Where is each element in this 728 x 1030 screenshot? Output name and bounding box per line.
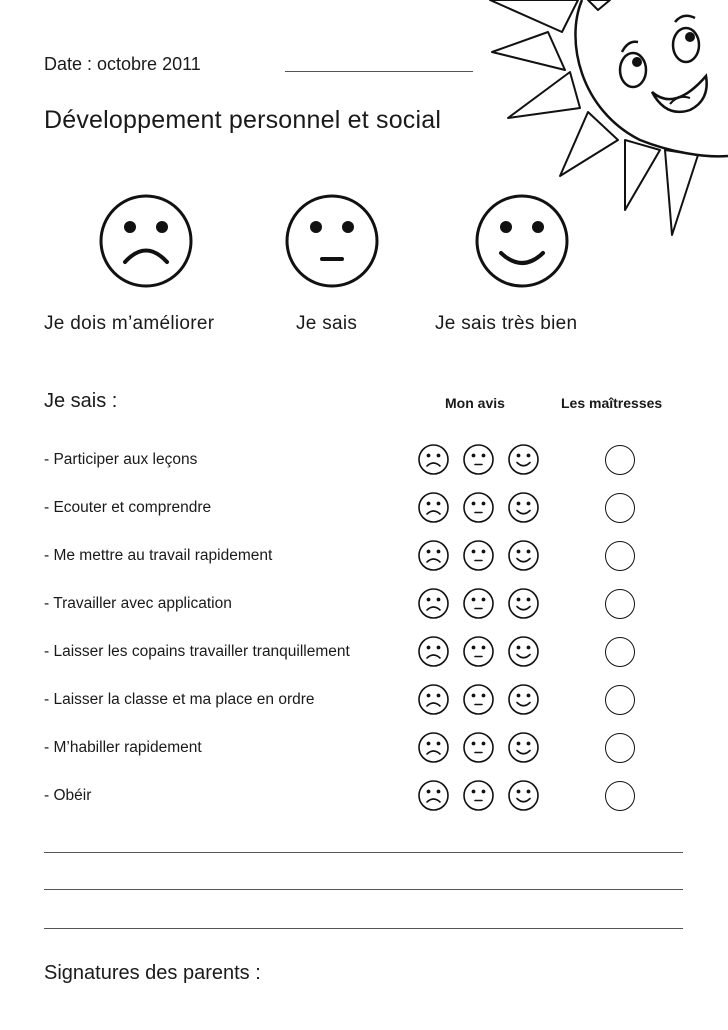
sad-face-icon[interactable] [417, 491, 450, 524]
writing-line [44, 889, 683, 890]
criterion-label: - Obéir [44, 787, 92, 804]
writing-line [44, 852, 683, 853]
neutral-face-icon[interactable] [462, 731, 495, 764]
neutral-face-icon[interactable] [462, 779, 495, 812]
teacher-rating-circle[interactable] [605, 637, 635, 667]
self-assessment-faces [417, 731, 541, 767]
happy-face-icon[interactable] [507, 587, 540, 620]
writing-line [44, 928, 683, 929]
date-underline [285, 71, 473, 72]
self-assessment-faces [417, 443, 541, 479]
sad-face-icon[interactable] [417, 731, 450, 764]
criterion-label: - Laisser les copains travailler tranquillement [44, 643, 350, 660]
criterion-label: - Ecouter et comprendre [44, 499, 212, 516]
neutral-face-icon[interactable] [462, 491, 495, 524]
happy-face-icon [474, 193, 570, 289]
criterion-label: - M’habiller rapidement [44, 739, 202, 756]
teacher-rating-circle[interactable] [605, 493, 635, 523]
criterion-label: - Laisser la classe et ma place en ordre [44, 691, 315, 708]
happy-face-icon[interactable] [507, 443, 540, 476]
sad-face-icon[interactable] [417, 683, 450, 716]
sad-face-icon[interactable] [417, 587, 450, 620]
self-assessment-faces [417, 779, 541, 815]
happy-face-icon[interactable] [507, 539, 540, 572]
happy-face-icon[interactable] [507, 635, 540, 668]
teacher-rating-circle[interactable] [605, 445, 635, 475]
neutral-face-icon [284, 193, 380, 289]
neutral-face-icon[interactable] [462, 635, 495, 668]
teacher-rating-circle[interactable] [605, 781, 635, 811]
happy-face-icon[interactable] [507, 683, 540, 716]
self-assessment-faces [417, 587, 541, 623]
col-self-header: Mon avis [445, 395, 505, 411]
happy-face-icon[interactable] [507, 491, 540, 524]
happy-face-icon[interactable] [507, 731, 540, 764]
legend-know-well: Je sais très bien [435, 313, 578, 334]
teacher-rating-circle[interactable] [605, 733, 635, 763]
page-title: Développement personnel et social [44, 106, 442, 134]
teacher-rating-circle[interactable] [605, 541, 635, 571]
teacher-rating-circle[interactable] [605, 589, 635, 619]
happy-face-icon[interactable] [507, 779, 540, 812]
sad-face-icon[interactable] [417, 779, 450, 812]
legend-know: Je sais [296, 313, 358, 334]
neutral-face-icon[interactable] [462, 443, 495, 476]
neutral-face-icon[interactable] [462, 683, 495, 716]
col-teachers-header: Les maîtresses [561, 395, 663, 411]
self-assessment-faces [417, 539, 541, 575]
date-label: Date : octobre 2011 [44, 54, 201, 74]
sad-face-icon [98, 193, 194, 289]
self-assessment-faces [417, 683, 541, 719]
criterion-label: - Travailler avec application [44, 595, 232, 612]
signature-label: Signatures des parents : [44, 962, 261, 984]
legend-improve: Je dois m’améliorer [44, 313, 215, 334]
sad-face-icon[interactable] [417, 539, 450, 572]
neutral-face-icon[interactable] [462, 539, 495, 572]
sad-face-icon[interactable] [417, 635, 450, 668]
teacher-rating-circle[interactable] [605, 685, 635, 715]
self-assessment-faces [417, 491, 541, 527]
self-assessment-faces [417, 635, 541, 671]
section-label: Je sais : [44, 390, 118, 412]
neutral-face-icon[interactable] [462, 587, 495, 620]
sad-face-icon[interactable] [417, 443, 450, 476]
criterion-label: - Participer aux leçons [44, 451, 198, 468]
criterion-label: - Me mettre au travail rapidement [44, 547, 273, 564]
